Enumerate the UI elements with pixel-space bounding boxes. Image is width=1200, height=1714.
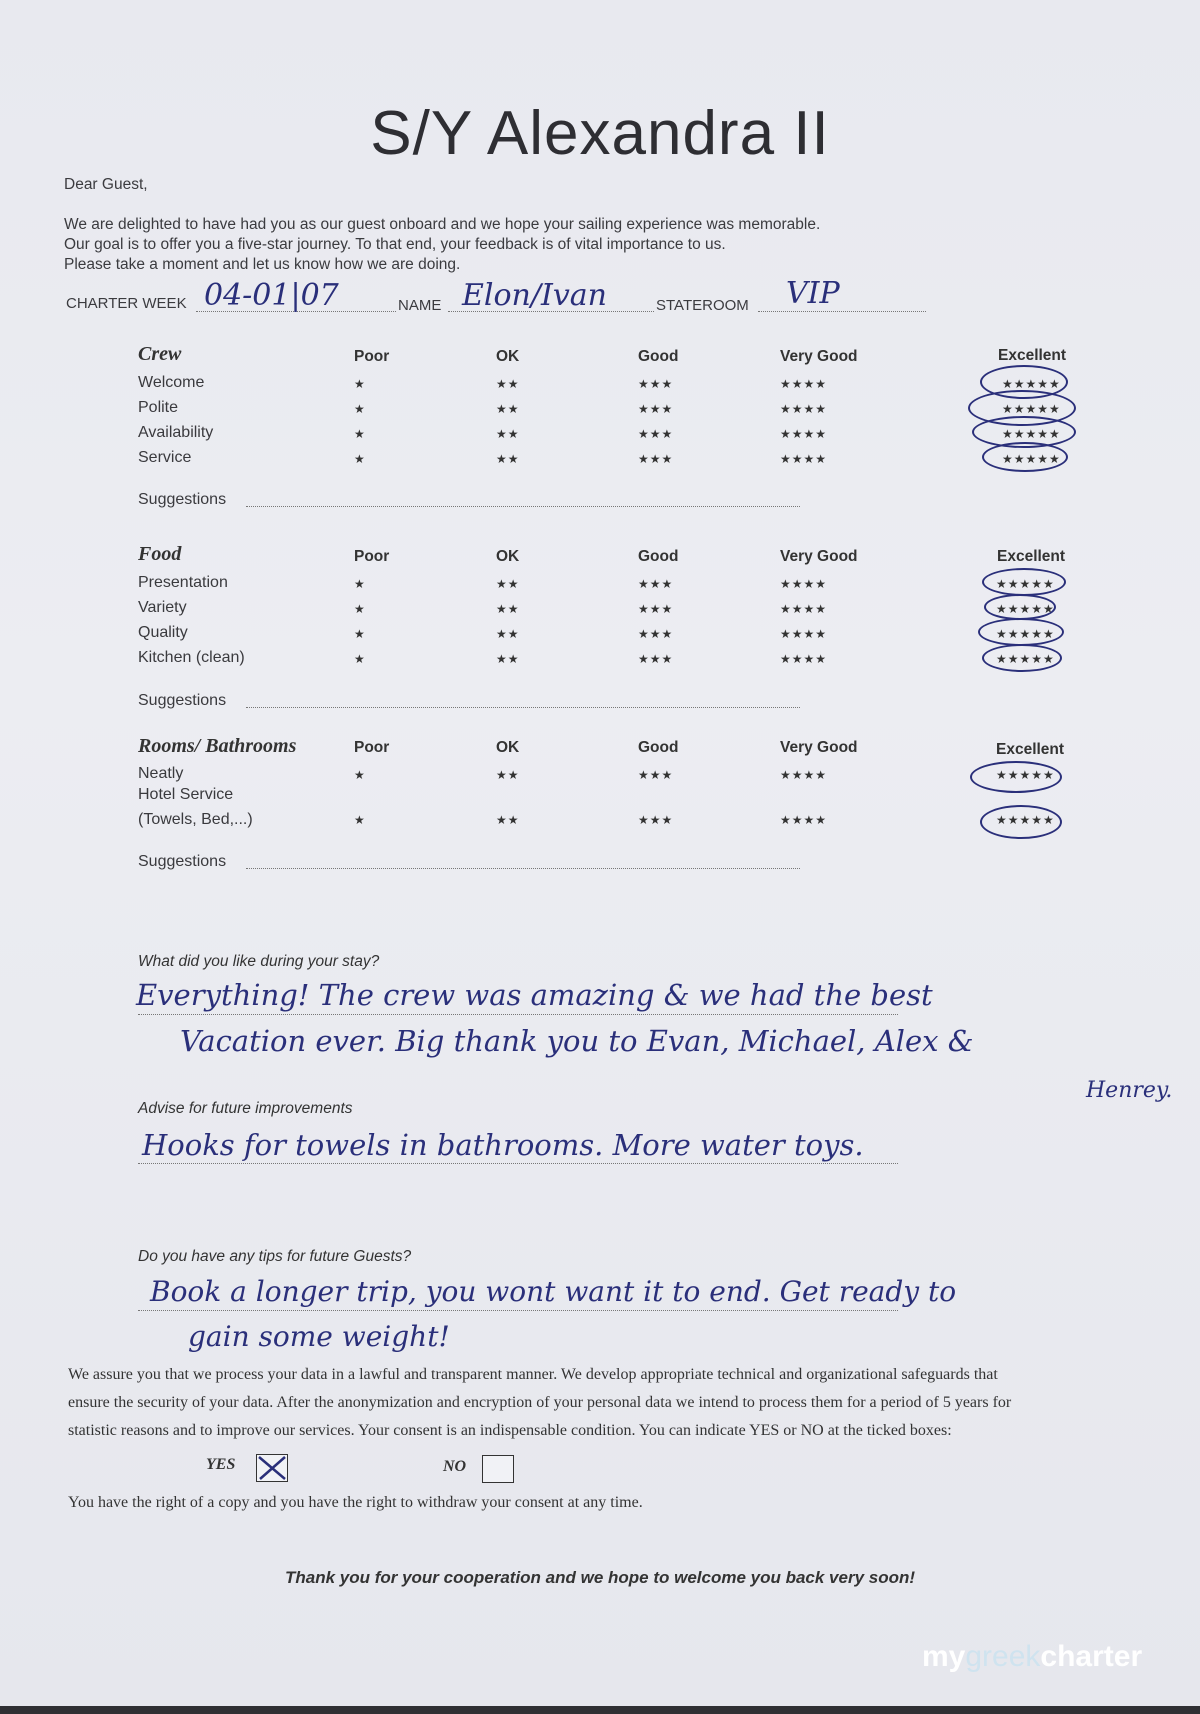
rating-excellent[interactable]: ★★★★★ [996,577,1055,591]
answer-liked-line-3[interactable]: Henrey. [1086,1078,1173,1103]
section-title-crew: Crew [138,343,182,365]
rating-ok[interactable]: ★★ [496,768,520,782]
consent-text-line-2: ensure the security of your data. After the anonymization and encryption of your personal data we intend to process them for a period of 5 years for [68,1394,1012,1411]
section-title-food: Food [138,543,182,565]
rating-poor[interactable]: ★ [354,602,366,616]
rating-poor[interactable]: ★ [354,577,366,591]
rating-ok[interactable]: ★★ [496,452,520,466]
rating-excellent[interactable]: ★★★★★ [1002,402,1061,416]
form-title: S/Y Alexandra II [370,99,830,168]
rating-poor[interactable]: ★ [354,452,366,466]
question-liked-label: What did you like during your stay? [138,953,380,970]
greeting: Dear Guest, [64,176,148,193]
column-header-ok: OK [496,739,520,756]
logo-part-charter: charter [1040,1640,1143,1673]
answer-liked-line-2[interactable]: Vacation ever. Big thank you to Evan, Michael, Alex & [180,1024,974,1058]
charter-week-label: CHARTER WEEK [66,295,187,312]
column-header-excellent: Excellent [996,741,1065,758]
row-label-neatly: Neatly [138,765,184,782]
rating-excellent[interactable]: ★★★★★ [996,627,1055,641]
rating-ok[interactable]: ★★ [496,652,520,666]
row-label-kitchen: Kitchen (clean) [138,649,245,666]
column-header-very-good: Very Good [780,739,858,756]
rating-very-good[interactable]: ★★★★ [780,427,828,441]
rating-ok[interactable]: ★★ [496,377,520,391]
rating-excellent[interactable]: ★★★★★ [996,602,1055,616]
rating-very-good[interactable]: ★★★★ [780,627,828,641]
rating-poor[interactable]: ★ [354,427,366,441]
rating-good[interactable]: ★★★ [638,768,674,782]
row-label-towels-bed: (Towels, Bed,...) [138,811,253,828]
rating-very-good[interactable]: ★★★★ [780,402,828,416]
answer-tips-line-2[interactable]: gain some weight! [188,1320,450,1353]
row-label-variety: Variety [138,599,187,616]
consent-no-checkbox[interactable] [482,1455,514,1483]
answer-tips-line [138,1310,898,1311]
rating-good[interactable]: ★★★ [638,577,674,591]
rating-ok[interactable]: ★★ [496,402,520,416]
rating-ok[interactable]: ★★ [496,577,520,591]
consent-text-line-3: statistic reasons and to improve our services. Your consent is an indispensable condition. You can indicate YES or NO at the ticked boxes: [68,1422,952,1439]
rating-ok[interactable]: ★★ [496,813,520,827]
suggestions-label-crew: Suggestions [138,491,227,508]
column-header-very-good: Very Good [780,548,858,565]
answer-improve[interactable]: Hooks for towels in bathrooms. More water toys. [142,1128,864,1162]
rating-good[interactable]: ★★★ [638,813,674,827]
column-header-excellent: Excellent [997,548,1066,565]
consent-no-label: NO [443,1458,467,1475]
rating-very-good[interactable]: ★★★★ [780,652,828,666]
intro-line-2: Our goal is to offer you a five-star journey. To that end, your feedback is of vital importance to us. [64,236,726,253]
answer-tips-line-1[interactable]: Book a longer trip, you wont want it to end. Get ready to [150,1275,957,1308]
rating-ok[interactable]: ★★ [496,602,520,616]
rating-poor[interactable]: ★ [354,402,366,416]
selected-rating-circle [970,761,1062,793]
consent-yes-checkbox[interactable] [256,1454,288,1482]
rating-excellent[interactable]: ★★★★★ [1002,427,1061,441]
column-header-very-good: Very Good [780,348,858,365]
column-header-good: Good [638,548,679,565]
rating-very-good[interactable]: ★★★★ [780,577,828,591]
column-header-excellent: Excellent [998,347,1067,364]
rating-good[interactable]: ★★★ [638,452,674,466]
suggestions-input-rooms[interactable] [246,868,800,869]
rating-excellent[interactable]: ★★★★★ [1002,377,1061,391]
rating-good[interactable]: ★★★ [638,377,674,391]
rating-excellent[interactable]: ★★★★★ [996,813,1055,827]
row-label-quality: Quality [138,624,188,641]
stateroom-label: STATEROOM [656,297,749,314]
column-header-good: Good [638,739,679,756]
column-header-poor: Poor [354,548,390,565]
rating-poor[interactable]: ★ [354,813,366,827]
suggestions-label-food: Suggestions [138,692,227,709]
suggestions-label-rooms: Suggestions [138,853,227,870]
rating-ok[interactable]: ★★ [496,627,520,641]
section-title-rooms-bathrooms: Rooms/ Bathrooms [138,735,297,757]
consent-text-line-1: We assure you that we process your data in a lawful and transparent manner. We develop appropriate technical and organizational safeguards that [68,1366,998,1383]
logo-part-greek: greek [965,1640,1041,1673]
column-header-poor: Poor [354,739,390,756]
answer-liked-line-1[interactable]: Everything! The crew was amazing & we had the best [136,978,933,1012]
answer-liked-line [138,1014,898,1015]
rating-poor[interactable]: ★ [354,627,366,641]
row-label-service: Service [138,449,192,466]
selected-rating-circle [982,568,1066,596]
checkmark-x-icon [257,1455,287,1481]
selected-rating-circle [982,442,1068,472]
row-label-hotel-service: Hotel Service [138,786,234,803]
name-value[interactable]: Elon/Ivan [462,278,607,313]
rating-poor[interactable]: ★ [354,377,366,391]
rating-good[interactable]: ★★★ [638,627,674,641]
selected-rating-circle [982,644,1062,672]
charter-week-value[interactable]: 04-01|07 [204,278,339,313]
rating-good[interactable]: ★★★ [638,402,674,416]
rating-very-good[interactable]: ★★★★ [780,452,828,466]
selected-rating-circle [980,805,1062,839]
name-label: NAME [398,297,442,314]
selected-rating-circle [978,618,1064,646]
rating-excellent[interactable]: ★★★★★ [1002,452,1061,466]
consent-rights-text: You have the right of a copy and you have the right to withdraw your consent at any time. [68,1494,643,1511]
column-header-poor: Poor [354,348,390,365]
rating-excellent[interactable]: ★★★★★ [996,652,1055,666]
logo-part-my: my [922,1640,966,1673]
rating-excellent[interactable]: ★★★★★ [996,768,1055,782]
stateroom-line [758,311,926,312]
intro-line-3: Please take a moment and let us know how we are doing. [64,256,461,273]
rating-very-good[interactable]: ★★★★ [780,813,828,827]
rating-poor[interactable]: ★ [354,652,366,666]
question-improve-label: Advise for future improvements [138,1100,353,1117]
row-label-presentation: Presentation [138,574,228,591]
row-label-polite: Polite [138,399,179,416]
stateroom-value[interactable]: VIP [786,276,840,311]
suggestions-input-crew[interactable] [246,506,800,507]
watermark-logo [922,1640,1142,1674]
answer-improve-line [138,1163,898,1164]
rating-good[interactable]: ★★★ [638,652,674,666]
intro-line-1: We are delighted to have had you as our guest onboard and we hope your sailing experience was memorable. [64,216,821,233]
row-label-welcome: Welcome [138,374,205,391]
row-label-availability: Availability [138,424,214,441]
rating-ok[interactable]: ★★ [496,427,520,441]
rating-very-good[interactable]: ★★★★ [780,602,828,616]
thank-you-message: Thank you for your cooperation and we hope to welcome you back very soon! [284,1568,916,1587]
column-header-ok: OK [496,348,520,365]
selected-rating-circle [984,594,1056,620]
column-header-good: Good [638,348,679,365]
rating-very-good[interactable]: ★★★★ [780,377,828,391]
question-tips-label: Do you have any tips for future Guests? [138,1248,412,1265]
rating-poor[interactable]: ★ [354,768,366,782]
rating-good[interactable]: ★★★ [638,427,674,441]
column-header-ok: OK [496,548,520,565]
rating-very-good[interactable]: ★★★★ [780,768,828,782]
rating-good[interactable]: ★★★ [638,602,674,616]
consent-yes-label: YES [206,1456,236,1473]
suggestions-input-food[interactable] [246,707,800,708]
